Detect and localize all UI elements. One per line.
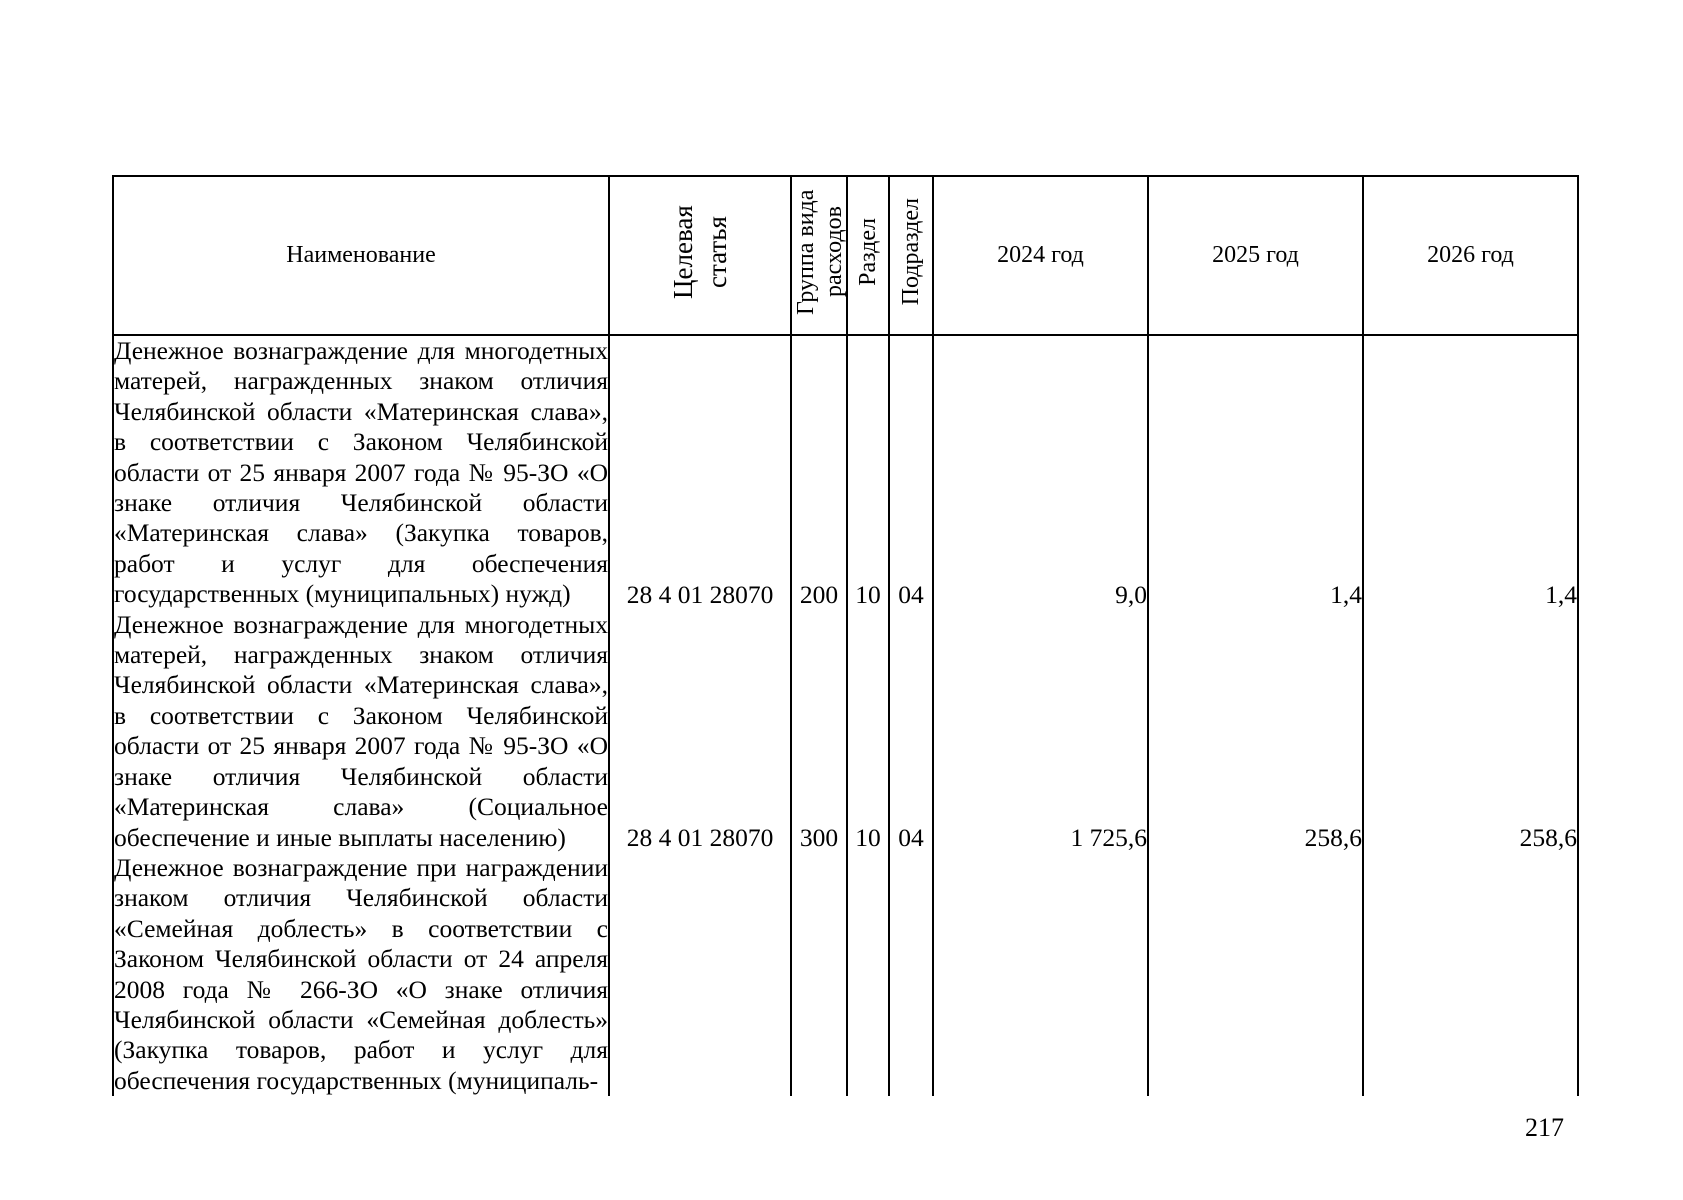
- header-2025: 2025 год: [1148, 176, 1363, 335]
- page-number: 217: [1525, 1113, 1564, 1142]
- header-name: Наименование: [113, 176, 609, 335]
- row-2026: [1363, 853, 1578, 1096]
- row-section: 10: [847, 610, 889, 853]
- header-target: Целевая статья: [609, 176, 791, 335]
- row-2026: 1,4: [1363, 335, 1578, 610]
- row-target: 28 4 01 28070: [609, 335, 791, 610]
- row-2025: [1148, 853, 1363, 1096]
- row-target: 28 4 01 28070: [609, 610, 791, 853]
- row-name: Денежное вознаграждение для многодетных матерей, награжденных знаком отличия Челябинской области «Материнская слава», в соответствии с Законом Челябинской области от 25 января 2007 года № 95-ЗО «О знаке отличия Челябинской области «Материнская слава» (Закупка товаров, работ и услуг для обеспечения государственных (муниципальных) нужд): [114, 336, 608, 609]
- row-subsection: 04: [889, 610, 933, 853]
- row-group: 200: [791, 335, 847, 610]
- table-header-row: [113, 176, 1578, 335]
- row-2026: 258,6: [1363, 610, 1578, 853]
- row-2024: [933, 853, 1148, 1096]
- row-2025: 1,4: [1148, 335, 1363, 610]
- table-row: [113, 335, 1578, 610]
- row-subsection: 04: [889, 335, 933, 610]
- table-row: [113, 610, 1578, 853]
- row-2024: 1 725,6: [933, 610, 1148, 853]
- row-name: Денежное вознаграждение при награждении знаком отличия Челябинской области «Семейная доблесть» в соответствии с Законом Челябинской области от 24 апреля 2008 года № 266-ЗО «О знаке отличия Челябинской области «Семейная доблесть» (Закупка товаров, работ и услуг для обеспечения государственных (муниципаль-: [114, 852, 608, 1095]
- row-name: Денежное вознаграждение для многодетных матерей, награжденных знаком отличия Челябинской области «Материнская слава», в соответствии с Законом Челябинской области от 25 января 2007 года № 95-ЗО «О знаке отличия Челябинской области «Материнская слава» (Социальное обеспечение и иные выплаты населению): [114, 609, 608, 852]
- header-section: Раздел: [847, 176, 889, 335]
- header-2024: 2024 год: [933, 176, 1148, 335]
- header-subsection: Подраздел: [889, 176, 933, 335]
- row-2024: 9,0: [933, 335, 1148, 610]
- budget-table: [112, 175, 1579, 1096]
- table-row: [113, 853, 1578, 1096]
- header-2026: 2026 год: [1363, 176, 1578, 335]
- row-target: [609, 853, 791, 1096]
- row-group: [791, 853, 847, 1096]
- row-section: [847, 853, 889, 1096]
- header-expense-group: Группа вида расходов: [791, 176, 847, 335]
- row-subsection: [889, 853, 933, 1096]
- row-group: 300: [791, 610, 847, 853]
- row-section: 10: [847, 335, 889, 610]
- row-2025: 258,6: [1148, 610, 1363, 853]
